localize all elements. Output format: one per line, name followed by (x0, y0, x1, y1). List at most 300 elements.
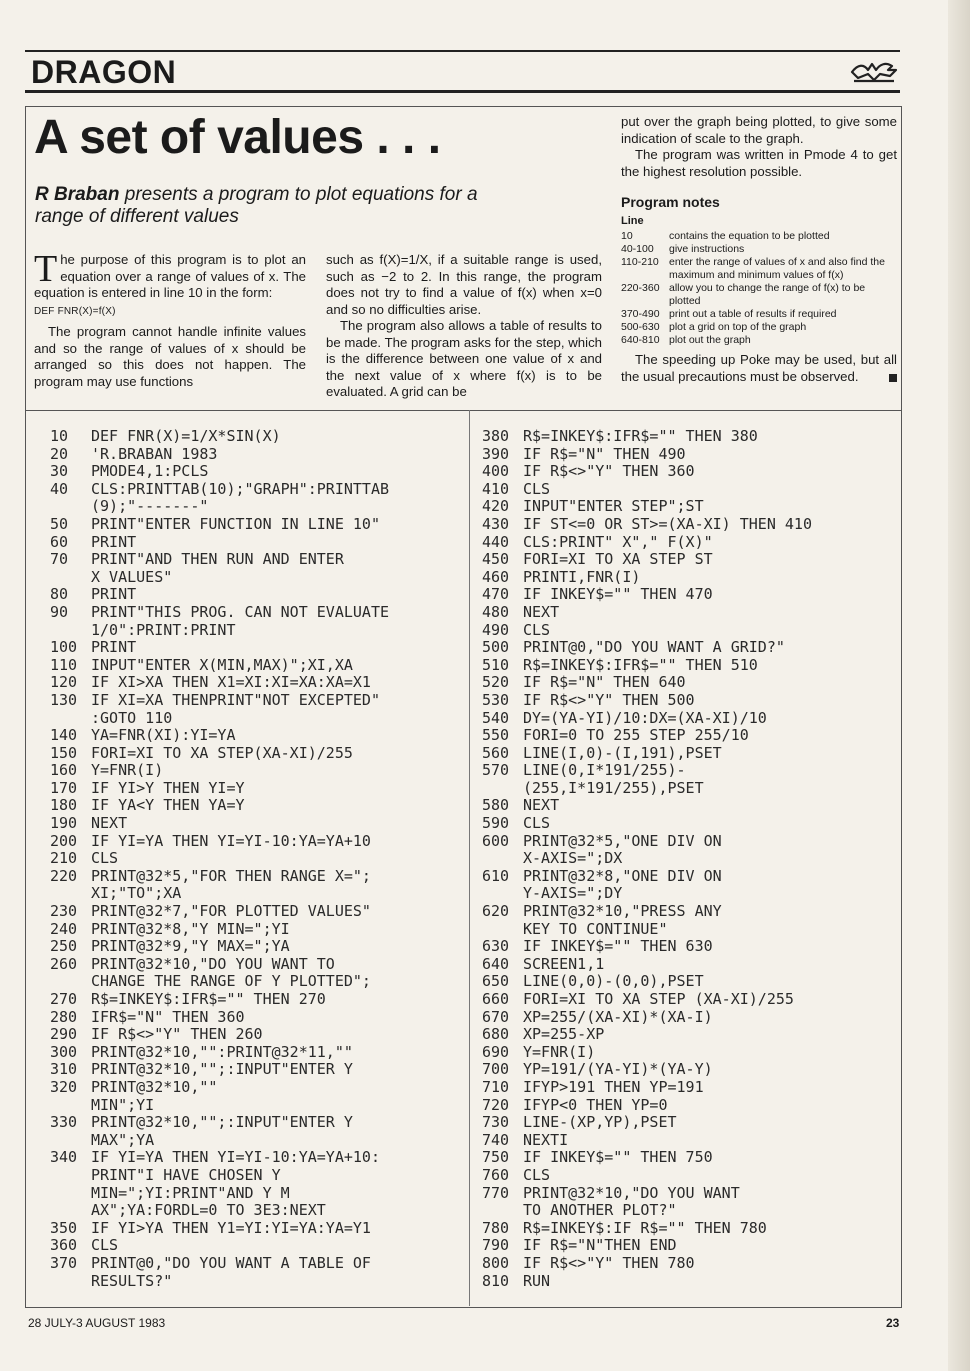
code-line (482, 1185, 812, 1203)
line-number: 180 (50, 796, 78, 815)
line-number: 140 (50, 726, 78, 745)
code-line (50, 991, 389, 1009)
code-line (482, 481, 812, 499)
code-line (50, 604, 389, 622)
code-text: IFR$="N" THEN 360 (91, 1007, 245, 1026)
code-text: IF YI>YA THEN Y1=YI:YI=YA:YA=Y1 (91, 1218, 371, 1237)
line-number: 190 (50, 814, 78, 833)
code-line (482, 1167, 812, 1185)
line-number (50, 885, 91, 903)
program-note-row (621, 282, 897, 308)
code-text: R$=INKEY$:IFR$="" THEN 510 (523, 655, 758, 674)
code-line (482, 1114, 812, 1132)
section-title: DRAGON (31, 54, 177, 90)
line-number: 480 (482, 602, 510, 621)
line-number (50, 973, 91, 991)
line-number (482, 780, 523, 798)
program-note-row (621, 334, 897, 347)
code-text: X-AXIS=";DX (523, 849, 623, 868)
line-number: 580 (482, 796, 510, 815)
code-text: R$=INKEY$:IFR$="" THEN 380 (523, 427, 758, 445)
code-text: PRINT@32*10,"";:INPUT"ENTER Y (91, 1060, 353, 1079)
code-line (482, 938, 812, 956)
program-note-row (621, 256, 897, 282)
line-number: 590 (482, 814, 510, 833)
code-text: IF R$<>"Y" THEN 500 (523, 690, 695, 709)
line-number: 410 (482, 479, 510, 498)
code-text: CLS (91, 849, 119, 868)
line-number: 570 (482, 761, 510, 780)
code-text: (9);"-------" (91, 497, 209, 516)
code-line (50, 586, 389, 604)
code-text: 'R.BRABAN 1983 (91, 444, 218, 463)
line-number: 460 (482, 567, 510, 586)
line-number (50, 498, 91, 516)
line-number: 420 (482, 497, 510, 516)
code-text: PRINT@0,"DO YOU WANT A TABLE OF (91, 1253, 371, 1272)
code-line (482, 1026, 812, 1044)
line-number: 560 (482, 743, 510, 762)
line-number: 640 (482, 954, 510, 973)
program-note-row (621, 308, 897, 321)
code-line (50, 1132, 389, 1150)
col2-paragraph-2: The program also allows a table of results to be made. The program asks for the step, which is the difference between one value of x and the next value of x where f(x) is to be evaluated. A grid can be (326, 318, 602, 399)
code-line (50, 1097, 389, 1115)
code-text: IF R$="N" THEN 640 (523, 673, 686, 692)
line-number: 650 (482, 972, 510, 991)
code-text: IF R$<>"Y" THEN 260 (91, 1025, 263, 1044)
code-line (482, 956, 812, 974)
code-text: IF YI=YA THEN YI=YI-10:YA=YA+10 (91, 831, 371, 850)
line-number: 10 (50, 427, 69, 445)
code-line (482, 446, 812, 464)
code-line (50, 639, 389, 657)
code-line (482, 1255, 812, 1273)
line-number: 740 (482, 1130, 510, 1149)
line-number: 310 (50, 1060, 78, 1079)
code-line (482, 710, 812, 728)
line-number: 470 (482, 585, 510, 604)
code-text: (255,I*191/255),PSET (523, 778, 704, 797)
code-text: XP=255/(XA-XI)*(XA-I) (523, 1007, 713, 1026)
code-text: CLS (523, 620, 551, 639)
code-line (482, 1220, 812, 1238)
code-text: CLS:PRINT" X"," F(X)" (523, 532, 713, 551)
program-note-row (621, 243, 897, 256)
code-line (50, 710, 389, 728)
code-text: IF XI=XA THENPRINT"NOT EXCEPTED" (91, 690, 380, 709)
code-text: PRINT"I HAVE CHOSEN Y (91, 1165, 281, 1184)
code-line (50, 463, 389, 481)
code-text: PRINT@32*8,"ONE DIV ON (523, 866, 722, 885)
code-text: IFYP<0 THEN YP=0 (523, 1095, 668, 1114)
code-line (482, 1202, 812, 1220)
code-text: IF R$<>"Y" THEN 780 (523, 1253, 695, 1272)
code-line (482, 534, 812, 552)
line-number: 520 (482, 673, 510, 692)
code-text: PRINT@32*10,"":PRINT@32*11,"" (91, 1042, 353, 1061)
code-line (50, 956, 389, 974)
code-line (482, 1044, 812, 1062)
code-line (50, 938, 389, 956)
code-text: IF R$="N" THEN 490 (523, 444, 686, 463)
page-edge-shadow (948, 0, 970, 1371)
code-line (50, 622, 389, 640)
code-text: INPUT"ENTER X(MIN,MAX)";XI,XA (91, 655, 353, 674)
code-text: YP=191/(YA-YI)*(YA-Y) (523, 1060, 713, 1079)
line-number: 540 (482, 708, 510, 727)
line-number: 720 (482, 1095, 510, 1114)
program-note-row (621, 230, 897, 243)
col2-paragraph-1: such as f(X)=1/X, if a suitable range is used, such as −2 to 2. In this range, the program does not try to find a value of f(x) when x=0 and so no difficulties arise. (326, 252, 602, 317)
article-title: A set of values . . . (34, 111, 441, 164)
code-line (50, 868, 389, 886)
line-number: 360 (50, 1236, 78, 1255)
code-text: LINE(0,I*191/255)- (523, 761, 686, 780)
dragon-logo-icon (850, 58, 898, 84)
code-line (482, 1061, 812, 1079)
line-number: 370 (50, 1253, 78, 1272)
line-number: 510 (482, 655, 510, 674)
code-line (482, 498, 812, 516)
code-text: PRINT@32*5,"ONE DIV ON (523, 831, 722, 850)
code-text: CHANGE THE RANGE OF Y PLOTTED"; (91, 972, 371, 991)
code-line (50, 1079, 389, 1097)
line-number: 330 (50, 1113, 78, 1132)
code-text: IFYP>191 THEN YP=191 (523, 1077, 704, 1096)
line-number: 280 (50, 1007, 78, 1026)
code-line (482, 1079, 812, 1097)
listing-top-rule (25, 410, 902, 411)
code-line (50, 534, 389, 552)
footer-date: 28 JULY-3 AUGUST 1983 (28, 1316, 166, 1330)
code-line (50, 903, 389, 921)
program-notes-list (621, 230, 897, 347)
standfirst-text: presents a program to plot equations for a range of different values (35, 184, 478, 227)
code-line (482, 1149, 812, 1167)
line-number: 400 (482, 462, 510, 481)
code-text: PRINT@32*5,"FOR THEN RANGE X="; (91, 866, 371, 885)
code-text: FORI=XI TO XA STEP(XA-XI)/255 (91, 743, 353, 762)
code-text: LINE-(XP,YP),PSET (523, 1113, 677, 1132)
code-text: IF INKEY$="" THEN 470 (523, 585, 713, 604)
code-line (482, 868, 812, 886)
code-line (50, 674, 389, 692)
code-listing-left (50, 428, 389, 1290)
note-line-range: 370-490 (621, 308, 660, 320)
line-number: 730 (482, 1113, 510, 1132)
note-description: give instructions (669, 243, 745, 255)
line-number: 680 (482, 1025, 510, 1044)
line-number (50, 710, 91, 728)
line-number: 800 (482, 1253, 510, 1272)
note-line-range: 40-100 (621, 243, 654, 255)
line-number: 450 (482, 550, 510, 569)
line-number (50, 1185, 91, 1203)
code-text: NEXTI (523, 1130, 569, 1149)
code-line (482, 903, 812, 921)
code-line (50, 569, 389, 587)
col1-paragraph-2: The program cannot handle infinite values and so the range of values of x should be arranged so this does not happen. The program may use functions (34, 324, 306, 389)
code-line (50, 1009, 389, 1027)
body-column-3 (621, 114, 897, 385)
code-text: LINE(I,0)-(I,191),PSET (523, 743, 722, 762)
code-text: DY=(YA-YI)/10:DX=(XA-XI)/10 (523, 708, 767, 727)
line-number: 260 (50, 954, 78, 973)
line-number: 530 (482, 690, 510, 709)
code-line (50, 727, 389, 745)
line-label: Line (621, 214, 644, 227)
code-text: LINE(0,0)-(0,0),PSET (523, 972, 704, 991)
line-number: 600 (482, 831, 510, 850)
code-text: PRINT@32*10,"DO YOU WANT TO (91, 954, 335, 973)
code-text: PMODE4,1:PCLS (91, 462, 209, 481)
code-line (50, 551, 389, 569)
col3-paragraph-1: put over the graph being plotted, to give some indication of scale to the graph. (621, 114, 897, 146)
code-line (482, 1097, 812, 1115)
code-line (482, 780, 812, 798)
code-line (50, 1273, 389, 1291)
code-text: INPUT"ENTER STEP";ST (523, 497, 704, 516)
body-column-1 (34, 248, 306, 390)
code-line (482, 1009, 812, 1027)
end-mark (889, 374, 897, 382)
code-line (50, 1167, 389, 1185)
body-column-2 (326, 252, 602, 401)
line-number: 300 (50, 1042, 78, 1061)
line-number: 760 (482, 1165, 510, 1184)
line-number (482, 921, 523, 939)
code-text: PRINT (91, 532, 137, 551)
note-description: enter the range of values of x and also find the maximum and minimum values of f(x) (669, 256, 885, 281)
code-line (482, 692, 812, 710)
line-number: 610 (482, 866, 510, 885)
line-number: 430 (482, 514, 510, 533)
code-text: IF YI=YA THEN YI=YI-10:YA=YA+10: (91, 1148, 380, 1167)
code-line (50, 797, 389, 815)
line-number (50, 622, 91, 640)
code-text: MIN=";YI:PRINT"AND Y M (91, 1183, 290, 1202)
code-line (482, 850, 812, 868)
code-line (482, 428, 812, 446)
note-line-range: 10 (621, 230, 633, 242)
code-line (482, 815, 812, 833)
code-line (50, 850, 389, 868)
code-line (482, 657, 812, 675)
line-number: 100 (50, 638, 78, 657)
code-text: CLS (91, 1236, 119, 1255)
code-text: PRINT (91, 585, 137, 604)
code-line (50, 815, 389, 833)
page-number: 23 (886, 1316, 900, 1330)
line-number: 380 (482, 427, 510, 445)
line-number: 150 (50, 743, 78, 762)
code-line (482, 674, 812, 692)
code-text: RESULTS?" (91, 1271, 173, 1290)
code-text: IF INKEY$="" THEN 750 (523, 1148, 713, 1167)
line-number: 670 (482, 1007, 510, 1026)
code-text: Y=FNR(I) (91, 761, 164, 780)
line-number: 750 (482, 1148, 510, 1167)
line-number: 710 (482, 1077, 510, 1096)
author-name: R Braban (35, 184, 120, 205)
code-text: R$=INKEY$:IFR$="" THEN 270 (91, 990, 326, 1008)
inline-code: DEF FNR(X)=f(X) (34, 305, 116, 317)
code-line (50, 1114, 389, 1132)
note-description: print out a table of results if required (669, 308, 837, 320)
line-number: 160 (50, 761, 78, 780)
code-line (482, 727, 812, 745)
code-line (50, 692, 389, 710)
line-number (482, 1202, 523, 1220)
code-text: RUN (523, 1271, 551, 1290)
note-description: plot a grid on top of the graph (669, 321, 807, 333)
code-line (50, 481, 389, 499)
code-line (50, 498, 389, 516)
code-listing-right (482, 428, 812, 1290)
line-number: 170 (50, 778, 78, 797)
line-number (50, 1167, 91, 1185)
code-text: CLS (523, 814, 551, 833)
code-line (50, 1202, 389, 1220)
code-line (482, 885, 812, 903)
line-number: 120 (50, 673, 78, 692)
code-line (482, 586, 812, 604)
note-line-range: 220-360 (621, 282, 660, 294)
standfirst (35, 184, 515, 228)
col3-paragraph-3 (621, 352, 897, 385)
line-number: 20 (50, 444, 69, 463)
note-line-range: 640-810 (621, 334, 660, 346)
code-line (50, 973, 389, 991)
code-text: PRINT@0,"DO YOU WANT A GRID?" (523, 638, 785, 657)
code-text: SCREEN1,1 (523, 954, 605, 973)
code-line (50, 428, 389, 446)
line-number: 240 (50, 919, 78, 938)
code-text: 1/0":PRINT:PRINT (91, 620, 236, 639)
line-number: 220 (50, 866, 78, 885)
line-number: 30 (50, 462, 69, 481)
code-text: PRINT"THIS PROG. CAN NOT EVALUATE (91, 602, 390, 621)
line-number: 130 (50, 690, 78, 709)
code-line (50, 1026, 389, 1044)
code-line (482, 797, 812, 815)
code-text: PRINT"AND THEN RUN AND ENTER (91, 550, 344, 569)
listing-column-divider (469, 410, 470, 1306)
code-line (482, 569, 812, 587)
code-text: AX";YA:FORDL=0 TO 3E3:NEXT (91, 1201, 326, 1220)
code-text: IF R$<>"Y" THEN 360 (523, 462, 695, 481)
code-line (50, 921, 389, 939)
line-number: 660 (482, 990, 510, 1008)
code-text: CLS:PRINTTAB(10);"GRAPH":PRINTTAB (91, 479, 390, 498)
code-line (50, 780, 389, 798)
code-text: FORI=XI TO XA STEP (XA-XI)/255 (523, 990, 794, 1008)
code-line (50, 1255, 389, 1273)
code-text: IF INKEY$="" THEN 630 (523, 937, 713, 956)
line-number: 500 (482, 638, 510, 657)
code-text: PRINT@32*10,"DO YOU WANT (523, 1183, 740, 1202)
code-line (482, 973, 812, 991)
code-text: IF R$="N"THEN END (523, 1236, 677, 1255)
line-number: 440 (482, 532, 510, 551)
code-line (482, 1132, 812, 1150)
code-line (482, 833, 812, 851)
code-text: NEXT (523, 796, 560, 815)
code-line (482, 551, 812, 569)
code-text: CLS (523, 1165, 551, 1184)
code-text: MIN";YI (91, 1095, 155, 1114)
section-header (25, 52, 900, 93)
code-line (482, 762, 812, 780)
line-number: 550 (482, 726, 510, 745)
code-line (50, 1149, 389, 1167)
code-line (482, 921, 812, 939)
col3-paragraph-2: The program was written in Pmode 4 to get the highest resolution possible. (621, 147, 897, 179)
code-line (50, 1220, 389, 1238)
program-note-row (621, 321, 897, 334)
line-number: 90 (50, 602, 69, 621)
code-text: IF XI>XA THEN X1=XI:XI=XA:XA=X1 (91, 673, 371, 692)
code-line (50, 657, 389, 675)
line-number: 70 (50, 550, 69, 569)
col3-paragraph-3-text: The speeding up Poke may be used, but all the usual precautions must be observed. (621, 352, 897, 384)
line-number (482, 885, 523, 903)
code-line (482, 639, 812, 657)
line-number: 40 (50, 479, 69, 498)
code-line (50, 762, 389, 780)
code-line (50, 1185, 389, 1203)
code-text: XI;"TO";XA (91, 884, 182, 903)
code-line (50, 1237, 389, 1255)
code-text: R$=INKEY$:IF R$="" THEN 780 (523, 1218, 767, 1237)
code-text: DEF FNR(X)=1/X*SIN(X) (91, 427, 281, 445)
code-line (50, 885, 389, 903)
line-number: 250 (50, 937, 78, 956)
line-number: 690 (482, 1042, 510, 1061)
code-text: PRINT@32*7,"FOR PLOTTED VALUES" (91, 902, 371, 921)
code-line (482, 745, 812, 763)
line-number (50, 1097, 91, 1115)
program-notes-heading: Program notes (621, 194, 720, 210)
code-line (50, 833, 389, 851)
line-number: 80 (50, 585, 69, 604)
col1-paragraph-1: he purpose of this program is to plot an equation over a range of values of x. The equation is entered in line 10 in the form: (34, 252, 306, 300)
code-text: PRINT@32*8,"Y MIN=";YI (91, 919, 290, 938)
code-text: XP=255-XP (523, 1025, 605, 1044)
code-line (482, 991, 812, 1009)
line-number: 620 (482, 902, 510, 921)
code-text: KEY TO CONTINUE" (523, 919, 668, 938)
line-number: 770 (482, 1183, 510, 1202)
code-text: NEXT (523, 602, 560, 621)
code-text: TO ANOTHER PLOT?" (523, 1201, 677, 1220)
line-number: 490 (482, 620, 510, 639)
line-number (50, 1202, 91, 1220)
line-number: 230 (50, 902, 78, 921)
line-number: 700 (482, 1060, 510, 1079)
code-text: PRINT"ENTER FUNCTION IN LINE 10" (91, 514, 380, 533)
drop-cap: T (34, 248, 58, 290)
code-line (482, 622, 812, 640)
line-number: 390 (482, 444, 510, 463)
line-number: 270 (50, 990, 78, 1008)
line-number: 350 (50, 1218, 78, 1237)
line-number (482, 850, 523, 868)
code-line (50, 1044, 389, 1062)
code-text: :GOTO 110 (91, 708, 173, 727)
code-text: IF ST<=0 OR ST>=(XA-XI) THEN 410 (523, 514, 812, 533)
